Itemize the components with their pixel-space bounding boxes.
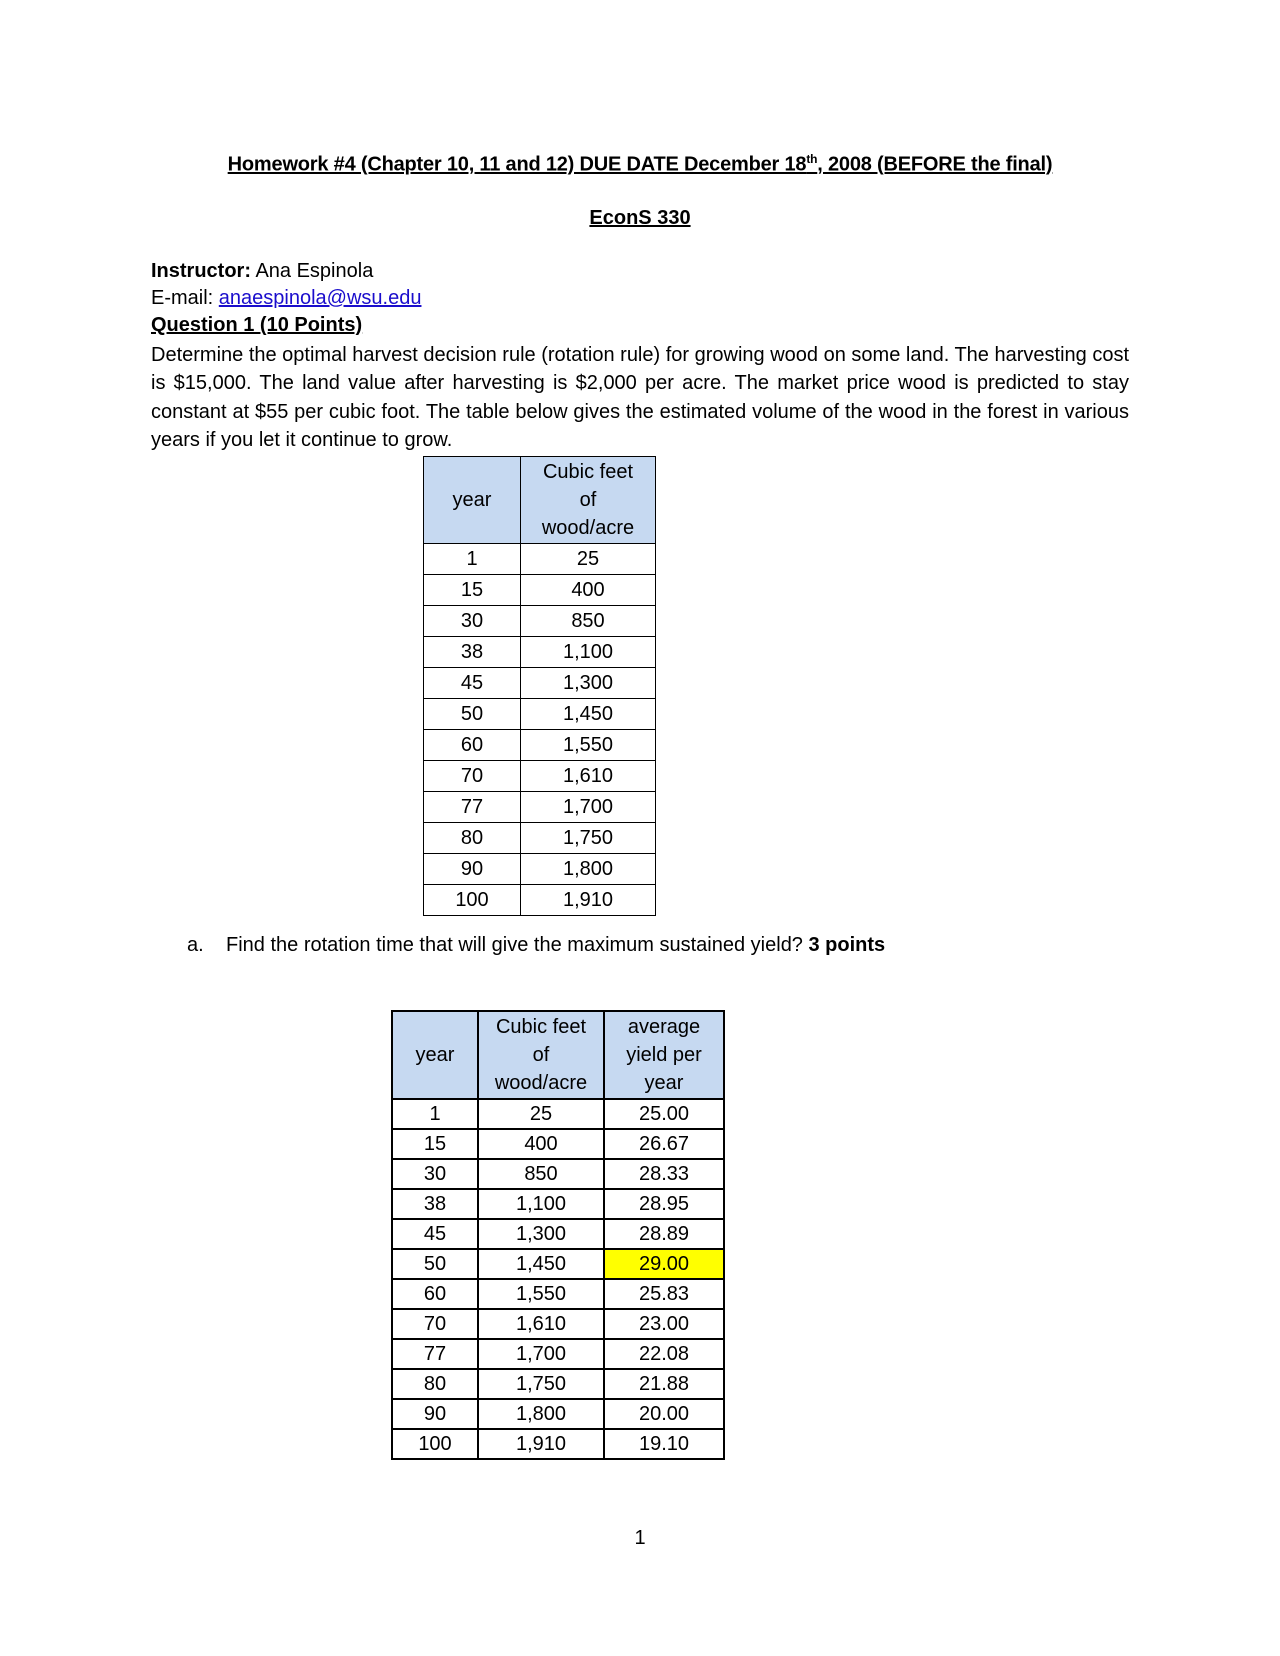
table-cell: 1,100 — [521, 637, 656, 668]
table-cell: 1,300 — [521, 668, 656, 699]
table-cell: 1,550 — [521, 730, 656, 761]
email-line — [151, 284, 421, 312]
table-cell: 70 — [392, 1309, 478, 1339]
table-row — [392, 1339, 724, 1369]
yield-table — [391, 1010, 725, 1460]
highlighted-cell: 29.00 — [604, 1249, 724, 1279]
table-cell: 1,700 — [478, 1339, 604, 1369]
page-number: 1 — [634, 1527, 646, 1549]
table-cell: 1,750 — [521, 823, 656, 854]
table-cell: 25 — [521, 544, 656, 575]
table-row — [392, 1099, 724, 1129]
table-cell: 60 — [424, 730, 521, 761]
table-cell: 77 — [392, 1339, 478, 1369]
table-cell: 1 — [392, 1099, 478, 1129]
email-link[interactable]: anaespinola@wsu.edu — [218, 287, 422, 309]
course-name: EconS 330 — [589, 207, 691, 229]
table-cell: 30 — [392, 1159, 478, 1189]
table-body — [392, 1099, 724, 1459]
table-header: year — [424, 457, 521, 544]
table-header — [478, 1011, 604, 1099]
table-cell: 1,450 — [478, 1249, 604, 1279]
table-row — [424, 699, 656, 730]
table-cell: 1,450 — [521, 699, 656, 730]
table-row — [424, 606, 656, 637]
table-cell: 28.95 — [604, 1189, 724, 1219]
table-header-text: average yield per year — [626, 1016, 702, 1094]
table-cell: 80 — [392, 1369, 478, 1399]
table-cell: 1,910 — [478, 1429, 604, 1459]
table-cell: 1,700 — [521, 792, 656, 823]
table-row — [424, 544, 656, 575]
table-cell: 1,800 — [478, 1399, 604, 1429]
table-cell: 15 — [424, 575, 521, 606]
table-cell: 45 — [424, 668, 521, 699]
table-row — [392, 1369, 724, 1399]
table-cell: 20.00 — [604, 1399, 724, 1429]
table-row — [392, 1129, 724, 1159]
table-cell: 1,300 — [478, 1219, 604, 1249]
table-header-text: Cubic feet of wood/acre — [494, 1016, 588, 1094]
table-cell: 26.67 — [604, 1129, 724, 1159]
table-cell: 70 — [424, 761, 521, 792]
table-cell: 1,610 — [478, 1309, 604, 1339]
table-cell: 100 — [392, 1429, 478, 1459]
table-cell: 25 — [478, 1099, 604, 1129]
table-cell: 400 — [521, 575, 656, 606]
table-row — [392, 1159, 724, 1189]
table-row — [424, 792, 656, 823]
table-cell: 1,800 — [521, 854, 656, 885]
table-cell: 850 — [521, 606, 656, 637]
table-cell: 28.33 — [604, 1159, 724, 1189]
table-header-text: Cubic feet of wood/acre — [541, 461, 635, 539]
question-part-a — [187, 934, 885, 957]
table-cell: 1 — [424, 544, 521, 575]
table-row — [424, 637, 656, 668]
table-header-row — [392, 1011, 724, 1099]
table-cell: 1,910 — [521, 885, 656, 916]
instructor-line — [151, 257, 373, 285]
table-cell: 1,750 — [478, 1369, 604, 1399]
table-cell: 19.10 — [604, 1429, 724, 1459]
question-text: Determine the optimal harvest decision rule (rotation rule) for growing wood on some land. The harvesting cost is $15,000. The land value after harvesting is $2,000 per acre. The market price wood is predicted to stay constant at $55 per cubic foot. The table below gives the estimated volume of the wood in the forest in various years if you let it continue to grow. — [151, 344, 1129, 451]
table-row — [424, 575, 656, 606]
page-title — [0, 152, 1280, 177]
table-cell: 22.08 — [604, 1339, 724, 1369]
table-row — [424, 730, 656, 761]
table-row — [424, 668, 656, 699]
table-row — [424, 885, 656, 916]
part-a-label: a. — [187, 934, 204, 956]
table-cell: 1,610 — [521, 761, 656, 792]
table-cell: 38 — [424, 637, 521, 668]
table-row — [424, 823, 656, 854]
table-cell: 400 — [478, 1129, 604, 1159]
table-cell: 38 — [392, 1189, 478, 1219]
table-cell: 23.00 — [604, 1309, 724, 1339]
table-cell: 90 — [424, 854, 521, 885]
volume-table — [423, 456, 656, 916]
table-cell: 77 — [424, 792, 521, 823]
table-cell: 80 — [424, 823, 521, 854]
table-cell: 1,550 — [478, 1279, 604, 1309]
table-cell: 1,100 — [478, 1189, 604, 1219]
table-cell: 15 — [392, 1129, 478, 1159]
table-cell: 25.00 — [604, 1099, 724, 1129]
instructor-name: Ana Espinola — [255, 260, 374, 282]
table-header: year — [392, 1011, 478, 1099]
question-title: Question 1 (10 Points) — [151, 314, 363, 336]
table-row — [392, 1279, 724, 1309]
title-text: Homework #4 (Chapter 10, 11 and 12) DUE DATE December 18 — [227, 153, 807, 176]
table-cell: 25.83 — [604, 1279, 724, 1309]
table-row — [392, 1219, 724, 1249]
table-cell: 45 — [392, 1219, 478, 1249]
table-cell: 21.88 — [604, 1369, 724, 1399]
table-cell: 60 — [392, 1279, 478, 1309]
instructor-label: Instructor: — [151, 260, 251, 282]
part-a-points: 3 points — [808, 934, 886, 956]
table-body — [424, 544, 656, 916]
table-cell: 30 — [424, 606, 521, 637]
table-row — [424, 854, 656, 885]
table-cell: 50 — [424, 699, 521, 730]
part-a-text: Find the rotation time that will give the maximum sustained yield? — [226, 934, 803, 956]
table-cell: 90 — [392, 1399, 478, 1429]
table-header — [604, 1011, 724, 1099]
table-row — [392, 1309, 724, 1339]
table-row — [392, 1429, 724, 1459]
table-cell: 50 — [392, 1249, 478, 1279]
title-superscript: th — [806, 152, 818, 166]
table-cell: 28.89 — [604, 1219, 724, 1249]
email-label: E-mail: — [151, 287, 214, 309]
table-header — [521, 457, 656, 544]
table-row — [424, 761, 656, 792]
table-header-row — [424, 457, 656, 544]
table-row — [392, 1189, 724, 1219]
table-cell: 850 — [478, 1159, 604, 1189]
table-cell: 100 — [424, 885, 521, 916]
title-text-end: , 2008 (BEFORE the final) — [817, 153, 1053, 176]
table-row — [392, 1399, 724, 1429]
table-row — [392, 1249, 724, 1279]
